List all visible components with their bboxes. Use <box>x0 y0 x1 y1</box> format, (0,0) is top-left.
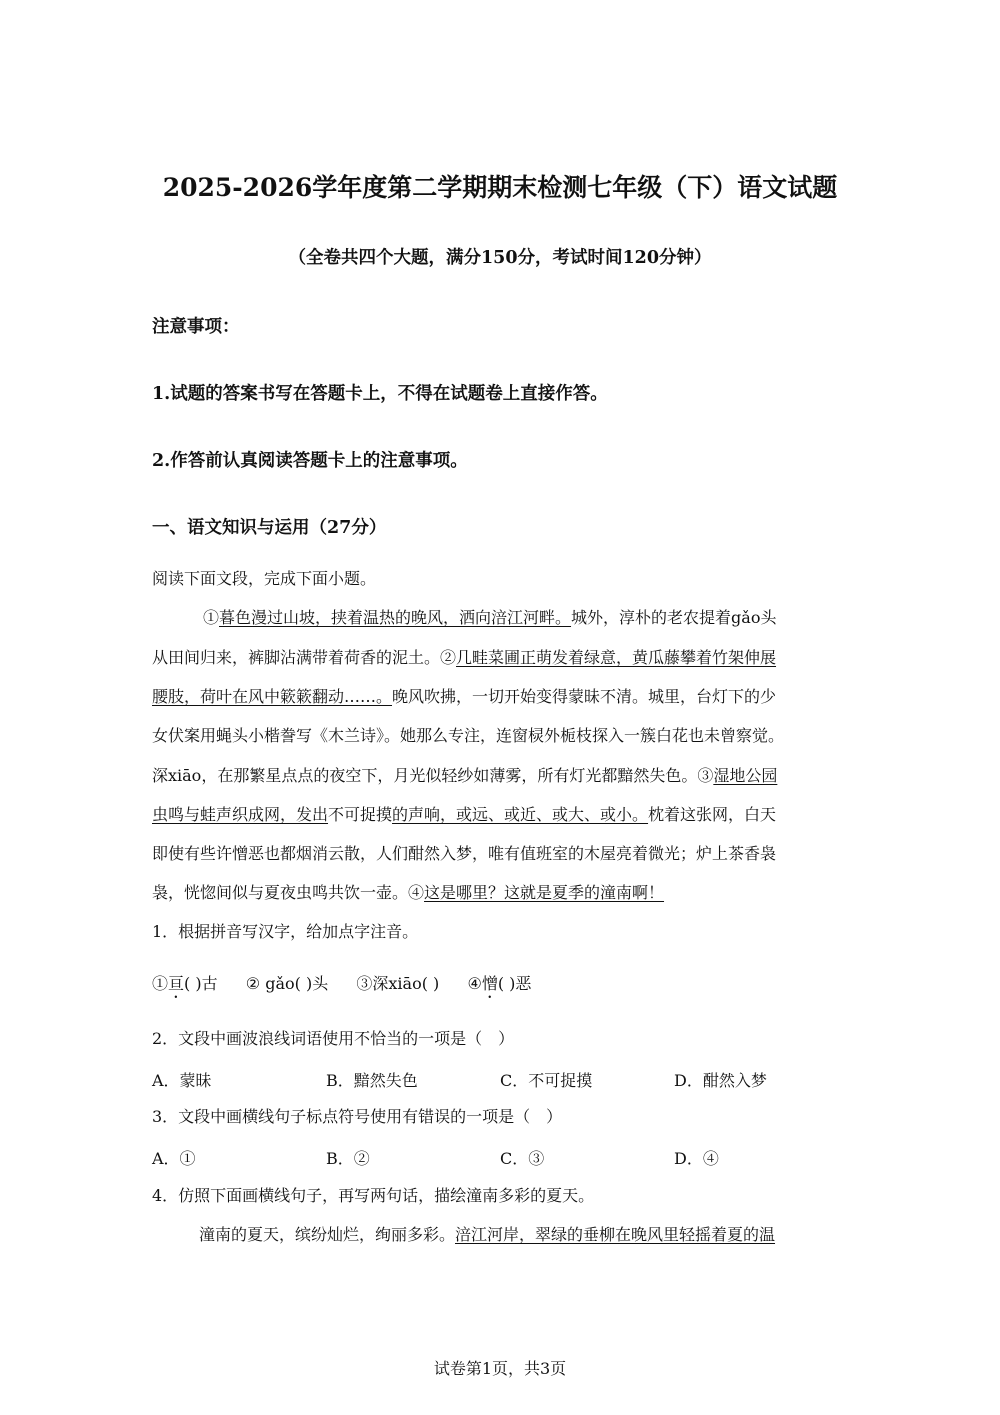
section-heading: 一、语文知识与运用（27分） <box>152 518 387 538</box>
question-3-stem: 3．文段中画横线句子标点符号使用有错误的一项是（ ） <box>152 1107 563 1126</box>
underlined-sentence-1: 暮色漫过山坡，挟着温热的晚风，洒向涪江河畔。 <box>219 608 572 627</box>
page-title: 2025-2026学年度第二学期期末检测七年级（下）语文试题 <box>162 173 838 202</box>
notice-item-2: 2.作答前认真阅读答题卡上的注意事项。 <box>152 451 468 471</box>
q3-option-d: D．④ <box>674 1149 719 1168</box>
q3-option-c: C．③ <box>500 1149 545 1168</box>
passage-text: 深xiāo，在那繁星点点的夜空下，月光似轻纱如薄雾，所有灯光都黯然失色。③ <box>152 766 714 785</box>
passage-text: ① <box>203 608 220 627</box>
q3-option-a: A．① <box>152 1149 196 1168</box>
question-3-options <box>152 1146 852 1168</box>
passage-line <box>203 607 776 629</box>
q1-item-1: ①亘( )古 <box>152 974 218 993</box>
q3-option-b: B．② <box>326 1149 370 1168</box>
notice-heading: 注意事项： <box>152 317 240 337</box>
passage-line <box>152 686 776 708</box>
underlined-sentence-2-cont: 腰肢，荷叶在风中簌簌翻动……。 <box>152 687 393 706</box>
passage-line <box>152 765 777 787</box>
passage-line <box>152 882 664 904</box>
page-footer: 试卷第1页，共3页 <box>433 1359 567 1378</box>
notice-item-1: 1.试题的答案书写在答题卡上，不得在试题卷上直接作答。 <box>152 384 608 404</box>
q1-item-2: ② gǎo( )头 <box>245 974 329 993</box>
passage-text: 枕着这张网，白天 <box>648 805 777 824</box>
q2-option-c: C．不可捉摸 <box>500 1071 593 1090</box>
q2-option-a: A．蒙昧 <box>152 1071 212 1090</box>
passage-line: 女伏案用蝇头小楷誊写《木兰诗》。她那么专注，连窗棂外栀枝探入一簇白花也未曾察觉。 <box>152 726 785 745</box>
question-1-items <box>152 973 531 1002</box>
passage-line: 即使有些许憎恶也都烟消云散，人们酣然入梦，唯有值班室的木屋亮着微光；炉上茶香袅 <box>152 844 777 863</box>
example-underlined-sentence: 涪江河岸，翠绿的垂柳在晚风里轻摇着夏的温 <box>455 1225 776 1244</box>
page-subtitle: （全卷共四个大题，满分150分，考试时间120分钟） <box>288 248 712 268</box>
passage-text: 晚风吹拂，一切开始变得蒙昧不清。城里，台灯下的少 <box>392 687 777 706</box>
section-intro: 阅读下面文段，完成下面小题。 <box>152 569 377 588</box>
passage-text: 袅，恍惚间似与夏夜虫鸣共饮一壶。④ <box>152 883 425 902</box>
question-1-stem: 1．根据拼音写汉字，给加点字注音。 <box>152 922 419 941</box>
passage-text: 从田间归来，裤脚沾满带着荷香的泥土。② <box>152 648 457 667</box>
underlined-sentence-2: 几畦菜圃正萌发着绿意，黄瓜藤攀着竹架伸展 <box>456 648 777 667</box>
passage-text: 不可捉摸 <box>328 805 393 824</box>
underlined-sentence-3: 湿地公园 <box>713 766 778 785</box>
question-2-options <box>152 1068 852 1090</box>
q2-option-d: D．酣然入梦 <box>674 1071 767 1090</box>
question-4-stem: 4．仿照下面画横线句子，再写两句话，描绘潼南多彩的夏天。 <box>152 1186 595 1205</box>
question-2-stem: 2．文段中画波浪线词语使用不恰当的一项是（ ） <box>152 1029 515 1048</box>
passage-text: 城外，淳朴的老农提着gǎo头 <box>571 608 777 627</box>
underlined-sentence-4: 这是哪里？这就是夏季的潼南啊！ <box>424 883 665 902</box>
underlined-sentence-3-cont: 虫鸣与蛙声织成网，发出 <box>152 805 329 824</box>
q2-option-b: B．黯然失色 <box>326 1071 418 1090</box>
passage-line <box>152 647 776 669</box>
q1-item-4: ④憎( )恶 <box>467 974 532 993</box>
q1-item-3: ③深xiāo( ) <box>356 974 440 993</box>
passage-line <box>152 804 776 826</box>
question-4-example <box>199 1224 775 1246</box>
example-text: 潼南的夏天，缤纷灿烂，绚丽多彩。 <box>199 1225 456 1244</box>
underlined-sentence-3-cont: 的声响，或远、或近、或大、或小。 <box>392 805 649 824</box>
